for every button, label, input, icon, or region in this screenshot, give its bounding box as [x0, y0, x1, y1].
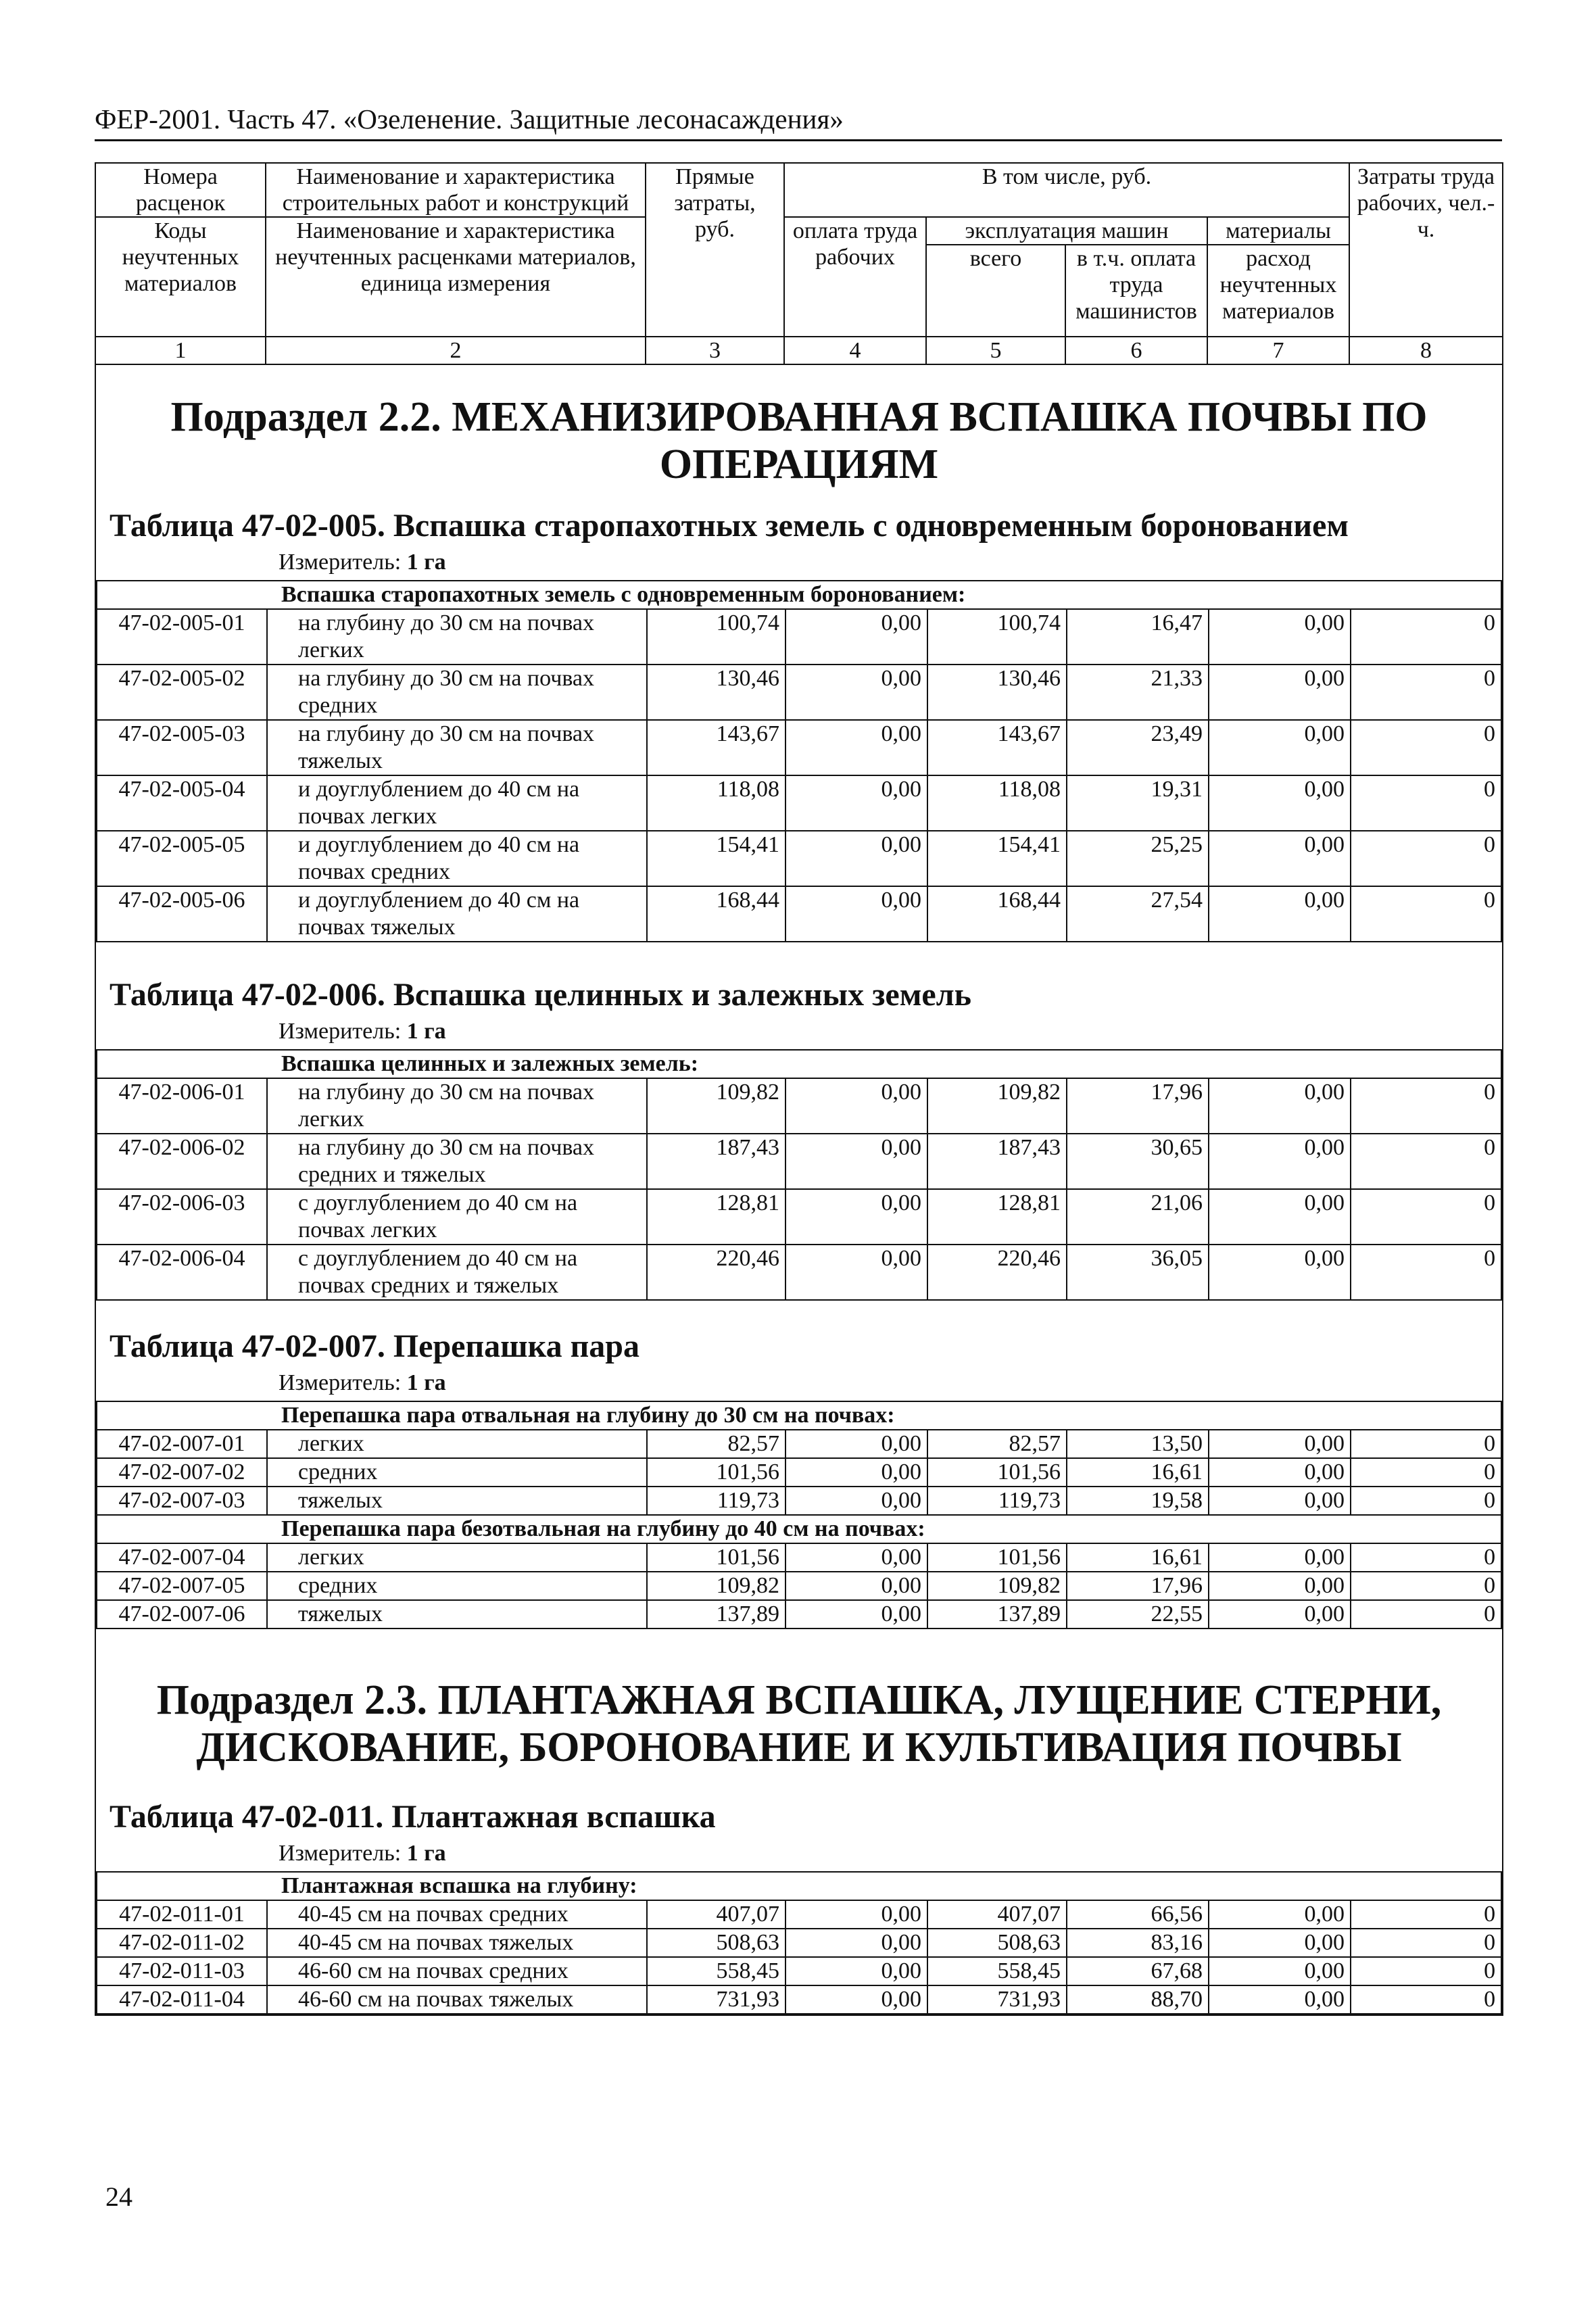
work-name: 40-45 см на почвах средних	[267, 1900, 647, 1929]
table-005-section: Вспашка старопахотных земель с одновременным боронованием:	[97, 581, 1501, 609]
operator-pay-value: 67,68	[1067, 1957, 1209, 1985]
direct-costs-value: 407,07	[647, 1900, 785, 1929]
materials-value: 0,00	[1209, 1078, 1351, 1134]
materials-value: 0,00	[1209, 1543, 1351, 1572]
header-total: всего	[926, 245, 1065, 337]
table-row	[97, 665, 1501, 720]
materials-value: 0,00	[1209, 1430, 1351, 1458]
table-row	[97, 720, 1501, 775]
table-011-section: Плантажная вспашка на глубину:	[97, 1872, 1501, 1900]
materials-value: 0,00	[1209, 1929, 1351, 1957]
direct-costs-value: 128,81	[647, 1189, 785, 1245]
labor-pay-value: 0,00	[785, 609, 927, 665]
machine-cost-value: 508,63	[927, 1929, 1067, 1957]
labor-pay-value: 0,00	[785, 1900, 927, 1929]
labor-pay-value: 0,00	[785, 1245, 927, 1300]
table-006-section: Вспашка целинных и залежных земель:	[97, 1050, 1501, 1078]
subsection-title-2-2: Подраздел 2.2. МЕХАНИЗИРОВАННАЯ ВСПАШКА ПОЧВЫ ПО ОПЕРАЦИЯМ	[170, 394, 1428, 487]
work-name: с доуглублением до 40 см на почвах легких	[267, 1189, 647, 1245]
materials-value: 0,00	[1209, 720, 1351, 775]
operator-pay-value: 23,49	[1067, 720, 1209, 775]
labor-hours-value: 0	[1351, 1543, 1501, 1572]
labor-pay-value: 0,00	[785, 665, 927, 720]
work-name: 46-60 см на почвах тяжелых	[267, 1985, 647, 2014]
machine-cost-value: 220,46	[927, 1245, 1067, 1300]
labor-hours-value: 0	[1351, 1487, 1501, 1515]
operator-pay-value: 21,06	[1067, 1189, 1209, 1245]
column-number: 8	[1349, 337, 1503, 364]
rate-code: 47-02-011-03	[97, 1957, 267, 1985]
labor-hours-value: 0	[1351, 1458, 1501, 1487]
operator-pay-value: 30,65	[1067, 1134, 1209, 1189]
work-name: и доуглублением до 40 см на почвах тяжелых	[267, 886, 647, 942]
rate-code: 47-02-006-04	[97, 1245, 267, 1300]
work-name: легких	[267, 1543, 647, 1572]
work-name: 40-45 см на почвах тяжелых	[267, 1929, 647, 1957]
labor-hours-value: 0	[1351, 1929, 1501, 1957]
direct-costs-value: 508,63	[647, 1929, 785, 1957]
column-number: 6	[1065, 337, 1207, 364]
materials-value: 0,00	[1209, 1600, 1351, 1629]
header-name-characteristics: Наименование и характеристика строительных работ и конструкций	[266, 163, 646, 217]
labor-hours-value: 0	[1351, 1957, 1501, 1985]
rate-code: 47-02-011-04	[97, 1985, 267, 2014]
labor-pay-value: 0,00	[785, 1430, 927, 1458]
work-name: средних	[267, 1572, 647, 1600]
work-name: тяжелых	[267, 1487, 647, 1515]
machine-cost-value: 109,82	[927, 1572, 1067, 1600]
table-row	[97, 886, 1501, 942]
labor-hours-value: 0	[1351, 1572, 1501, 1600]
materials-value: 0,00	[1209, 1134, 1351, 1189]
materials-value: 0,00	[1209, 831, 1351, 886]
machine-cost-value: 82,57	[927, 1430, 1067, 1458]
machine-cost-value: 130,46	[927, 665, 1067, 720]
operator-pay-value: 36,05	[1067, 1245, 1209, 1300]
machine-cost-value: 137,89	[927, 1600, 1067, 1629]
header-labor-costs: Затраты труда рабочих, чел.-ч.	[1349, 163, 1503, 337]
table-row	[97, 1134, 1501, 1189]
header-rule	[95, 139, 1502, 141]
direct-costs-value: 731,93	[647, 1985, 785, 2014]
rate-code: 47-02-005-04	[97, 775, 267, 831]
column-number: 4	[784, 337, 926, 364]
column-number: 3	[646, 337, 784, 364]
machine-cost-value: 168,44	[927, 886, 1067, 942]
table-row	[97, 1900, 1501, 1929]
header-labor-pay: оплата труда рабочих	[784, 217, 926, 337]
table-row	[97, 1957, 1501, 1985]
materials-value: 0,00	[1209, 1572, 1351, 1600]
labor-hours-value: 0	[1351, 831, 1501, 886]
operator-pay-value: 16,47	[1067, 609, 1209, 665]
table-006	[96, 1049, 1502, 1301]
materials-value: 0,00	[1209, 1245, 1351, 1300]
labor-pay-value: 0,00	[785, 831, 927, 886]
operator-pay-value: 19,58	[1067, 1487, 1209, 1515]
work-name: на глубину до 30 см на почвах тяжелых	[267, 720, 647, 775]
labor-pay-value: 0,00	[785, 1600, 927, 1629]
operator-pay-value: 16,61	[1067, 1543, 1209, 1572]
labor-pay-value: 0,00	[785, 1078, 927, 1134]
operator-pay-value: 17,96	[1067, 1078, 1209, 1134]
table-006-title: Таблица 47-02-006. Вспашка целинных и залежных земель	[110, 977, 972, 1013]
labor-pay-value: 0,00	[785, 1134, 927, 1189]
labor-pay-value: 0,00	[785, 1487, 927, 1515]
operator-pay-value: 66,56	[1067, 1900, 1209, 1929]
work-name: и доуглублением до 40 см на почвах средних	[267, 831, 647, 886]
operator-pay-value: 22,55	[1067, 1600, 1209, 1629]
labor-pay-value: 0,00	[785, 1572, 927, 1600]
table-row	[97, 1985, 1501, 2014]
labor-hours-value: 0	[1351, 886, 1501, 942]
rate-code: 47-02-007-02	[97, 1458, 267, 1487]
work-name: с доуглублением до 40 см на почвах средних и тяжелых	[267, 1245, 647, 1300]
rate-code: 47-02-006-03	[97, 1189, 267, 1245]
rates-table	[95, 162, 1503, 2016]
header-rate-numbers: Номера расценок	[95, 163, 266, 217]
table-011-title: Таблица 47-02-011. Плантажная вспашка	[110, 1799, 716, 1835]
operator-pay-value: 21,33	[1067, 665, 1209, 720]
rate-code: 47-02-006-01	[97, 1078, 267, 1134]
column-number: 1	[95, 337, 266, 364]
table-row	[97, 1458, 1501, 1487]
materials-value: 0,00	[1209, 1957, 1351, 1985]
header-consumption: расход неучтенных материалов	[1207, 245, 1349, 337]
table-011-measure: Измеритель: 1 га	[279, 1841, 446, 1866]
rate-code: 47-02-005-03	[97, 720, 267, 775]
materials-value: 0,00	[1209, 1458, 1351, 1487]
table-007	[96, 1401, 1502, 1629]
machine-cost-value: 154,41	[927, 831, 1067, 886]
machine-cost-value: 143,67	[927, 720, 1067, 775]
header-name-unit: Наименование и характеристика неучтенных расценками материалов, единица измерения	[266, 217, 646, 337]
labor-pay-value: 0,00	[785, 1929, 927, 1957]
work-name: 46-60 см на почвах средних	[267, 1957, 647, 1985]
work-name: легких	[267, 1430, 647, 1458]
table-007-section-dump: Перепашка пара отвальная на глубину до 30 см на почвах:	[97, 1401, 1501, 1430]
materials-value: 0,00	[1209, 775, 1351, 831]
direct-costs-value: 119,73	[647, 1487, 785, 1515]
operator-pay-value: 27,54	[1067, 886, 1209, 942]
labor-pay-value: 0,00	[785, 886, 927, 942]
machine-cost-value: 101,56	[927, 1543, 1067, 1572]
materials-value: 0,00	[1209, 1487, 1351, 1515]
direct-costs-value: 220,46	[647, 1245, 785, 1300]
direct-costs-value: 82,57	[647, 1430, 785, 1458]
rate-code: 47-02-007-04	[97, 1543, 267, 1572]
direct-costs-value: 100,74	[647, 609, 785, 665]
rate-code: 47-02-011-01	[97, 1900, 267, 1929]
direct-costs-value: 130,46	[647, 665, 785, 720]
direct-costs-value: 109,82	[647, 1572, 785, 1600]
labor-pay-value: 0,00	[785, 1985, 927, 2014]
labor-pay-value: 0,00	[785, 1458, 927, 1487]
direct-costs-value: 168,44	[647, 886, 785, 942]
table-row	[97, 1929, 1501, 1957]
table-007-title: Таблица 47-02-007. Перепашка пара	[110, 1328, 639, 1364]
materials-value: 0,00	[1209, 1189, 1351, 1245]
operator-pay-value: 17,96	[1067, 1572, 1209, 1600]
work-name: на глубину до 30 см на почвах средних и тяжелых	[267, 1134, 647, 1189]
machine-cost-value: 187,43	[927, 1134, 1067, 1189]
machine-cost-value: 558,45	[927, 1957, 1067, 1985]
labor-hours-value: 0	[1351, 1078, 1501, 1134]
rate-code: 47-02-005-06	[97, 886, 267, 942]
direct-costs-value: 137,89	[647, 1600, 785, 1629]
table-006-measure: Измеритель: 1 га	[279, 1019, 446, 1044]
labor-hours-value: 0	[1351, 1900, 1501, 1929]
operator-pay-value: 83,16	[1067, 1929, 1209, 1957]
page-number: 24	[105, 2181, 132, 2212]
machine-cost-value: 407,07	[927, 1900, 1067, 1929]
table-row	[97, 1572, 1501, 1600]
header-codes: Коды неучтенных материалов	[95, 217, 266, 337]
table-007-section-nodump: Перепашка пара безотвальная на глубину до 40 см на почвах:	[97, 1515, 1501, 1543]
operator-pay-value: 19,31	[1067, 775, 1209, 831]
labor-pay-value: 0,00	[785, 775, 927, 831]
operator-pay-value: 13,50	[1067, 1430, 1209, 1458]
direct-costs-value: 187,43	[647, 1134, 785, 1189]
subsection-title-2-3: Подраздел 2.3. ПЛАНТАЖНАЯ ВСПАШКА, ЛУЩЕНИЕ СТЕРНИ, ДИСКОВАНИЕ, БОРОНОВАНИЕ И КУЛЬТИВАЦИЯ ПОЧВЫ	[156, 1677, 1442, 1770]
operator-pay-value: 25,25	[1067, 831, 1209, 886]
labor-hours-value: 0	[1351, 1134, 1501, 1189]
work-name: на глубину до 30 см на почвах средних	[267, 665, 647, 720]
table-011	[96, 1871, 1502, 2015]
machine-cost-value: 731,93	[927, 1985, 1067, 2014]
rate-code: 47-02-005-05	[97, 831, 267, 886]
table-row	[97, 775, 1501, 831]
work-name: на глубину до 30 см на почвах легких	[267, 609, 647, 665]
materials-value: 0,00	[1209, 665, 1351, 720]
column-number: 2	[266, 337, 646, 364]
direct-costs-value: 154,41	[647, 831, 785, 886]
header-machine-operation: эксплуатация машин	[926, 217, 1207, 245]
labor-hours-value: 0	[1351, 609, 1501, 665]
operator-pay-value: 16,61	[1067, 1458, 1209, 1487]
table-row	[97, 1600, 1501, 1629]
labor-hours-value: 0	[1351, 1430, 1501, 1458]
table-row	[97, 1430, 1501, 1458]
materials-value: 0,00	[1209, 1985, 1351, 2014]
materials-value: 0,00	[1209, 1900, 1351, 1929]
table-005-measure: Измеритель: 1 га	[279, 550, 446, 575]
column-number: 5	[926, 337, 1065, 364]
column-numbers-row	[95, 337, 1503, 364]
machine-cost-value: 101,56	[927, 1458, 1067, 1487]
labor-hours-value: 0	[1351, 775, 1501, 831]
header-direct-costs: Прямые затраты, руб.	[646, 163, 784, 337]
table-row	[97, 1487, 1501, 1515]
rate-code: 47-02-006-02	[97, 1134, 267, 1189]
labor-pay-value: 0,00	[785, 720, 927, 775]
rate-code: 47-02-005-02	[97, 665, 267, 720]
rate-code: 47-02-007-03	[97, 1487, 267, 1515]
work-name: и доуглублением до 40 см на почвах легких	[267, 775, 647, 831]
machine-cost-value: 100,74	[927, 609, 1067, 665]
labor-hours-value: 0	[1351, 1985, 1501, 2014]
direct-costs-value: 118,08	[647, 775, 785, 831]
rate-code: 47-02-007-05	[97, 1572, 267, 1600]
table-row	[97, 1245, 1501, 1300]
rate-code: 47-02-007-06	[97, 1600, 267, 1629]
work-name: на глубину до 30 см на почвах легких	[267, 1078, 647, 1134]
table-row	[97, 1189, 1501, 1245]
direct-costs-value: 109,82	[647, 1078, 785, 1134]
rate-code: 47-02-007-01	[97, 1430, 267, 1458]
direct-costs-value: 558,45	[647, 1957, 785, 1985]
labor-hours-value: 0	[1351, 720, 1501, 775]
table-row	[97, 1078, 1501, 1134]
machine-cost-value: 118,08	[927, 775, 1067, 831]
labor-hours-value: 0	[1351, 665, 1501, 720]
operator-pay-value: 88,70	[1067, 1985, 1209, 2014]
rate-code: 47-02-005-01	[97, 609, 267, 665]
machine-cost-value: 128,81	[927, 1189, 1067, 1245]
labor-pay-value: 0,00	[785, 1543, 927, 1572]
work-name: средних	[267, 1458, 647, 1487]
work-name: тяжелых	[267, 1600, 647, 1629]
machine-cost-value: 109,82	[927, 1078, 1067, 1134]
materials-value: 0,00	[1209, 609, 1351, 665]
labor-hours-value: 0	[1351, 1189, 1501, 1245]
labor-hours-value: 0	[1351, 1600, 1501, 1629]
direct-costs-value: 101,56	[647, 1458, 785, 1487]
labor-pay-value: 0,00	[785, 1189, 927, 1245]
column-number: 7	[1207, 337, 1349, 364]
machine-cost-value: 119,73	[927, 1487, 1067, 1515]
page-header: ФЕР-2001. Часть 47. «Озеленение. Защитные лесонасаждения»	[95, 103, 844, 135]
labor-pay-value: 0,00	[785, 1957, 927, 1985]
header-operator-pay: в т.ч. оплата труда машинистов	[1065, 245, 1207, 337]
direct-costs-value: 101,56	[647, 1543, 785, 1572]
table-005	[96, 580, 1502, 942]
table-row	[97, 609, 1501, 665]
rates-document	[95, 162, 1502, 2016]
table-row	[97, 831, 1501, 886]
materials-value: 0,00	[1209, 886, 1351, 942]
rate-code: 47-02-011-02	[97, 1929, 267, 1957]
header-materials: материалы	[1207, 217, 1349, 245]
table-007-measure: Измеритель: 1 га	[279, 1370, 446, 1395]
table-005-title: Таблица 47-02-005. Вспашка старопахотных земель с одновременным боронованием	[110, 508, 1349, 544]
direct-costs-value: 143,67	[647, 720, 785, 775]
table-row	[97, 1543, 1501, 1572]
labor-hours-value: 0	[1351, 1245, 1501, 1300]
header-including: В том числе, руб.	[784, 163, 1349, 217]
